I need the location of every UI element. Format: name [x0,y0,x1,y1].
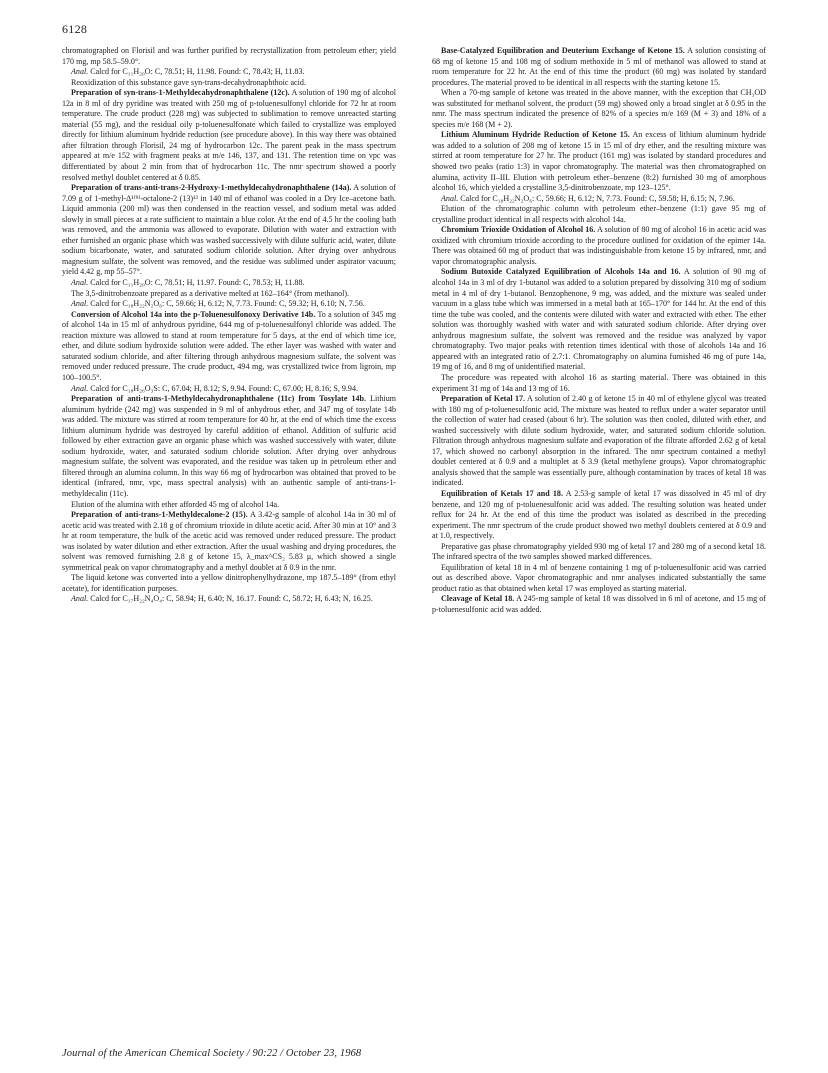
continued-paragraph [62,46,396,67]
body-paragraph [62,310,396,384]
analysis-label: Anal. [441,193,459,203]
section-heading: Sodium Butoxide Catalyzed Equilibration of Alcohols 14a and 16. [441,267,681,277]
paragraph-text: To a solution of 345 mg of alcohol 14a in 15 ml of anhydrous pyridine, 644 mg of p-toluenesulfonyl chloride was added. The reaction mixture was allowed to stand at room temperature for 5 days, at the end of which time ice, ether, and dilute sodium hydroxide solution were added. The ether layer was washed with water and saturated sodium chloride, and after filtering through anhydrous magnesium sulfate, the solvent was removed under reduced pressure. The crude product, 494 mg, was crystallized twice from ligroin, mp 100–100.5°. [62,309,396,382]
body-paragraph [432,373,766,394]
paragraph-text: When a 70-mg sample of ketone was treated in the above manner, with the exception that CH₃OD was substituted for methanol solvent, the product (59 mg) showed only a broad singlet at δ 0.95 in the nmr. The mass spectrum indicated the presence of 82% of a species m/e 169 (M + 3) and 18% of a species m/e 168 (M + 2). [432,88,766,129]
section-heading: Equilibration of Ketals 17 and 18. [441,488,563,498]
analysis-label: Anal. [71,299,89,309]
analysis-paragraph [62,384,396,395]
paragraph-text: Calcd for C₁₈H₂₂N₂O₆: C, 59.66; H, 6.12; N, 7.73. Found: C, 59.58; H, 6.15; N, 7.96. [460,193,735,203]
body-paragraph [432,394,766,489]
body-paragraph [62,510,396,573]
analysis-paragraph [62,594,396,605]
paragraph-text: A 3.42-g sample of alcohol 14a in 30 ml of acetic acid was treated with 2.18 g of chromium trioxide in dilute acetic acid. After 30 min at 10° and 3 hr at room temperature, the bulk of the acetic acid was removed under reduced pressure. The product was isolated by water dilution and ether extraction. After the usual washing and drying procedures, the solvent was removed furnishing 2.8 g of ketone 15, λ_max^CS₂ 5.83 μ, which showed a single symmetrical peak on vapor chromatography and a methyl doublet at δ 0.9 in the nmr. [62,510,396,572]
paragraph-text: Preparative gas phase chromatography yielded 930 mg of ketal 17 and 280 mg of a second ketal 18. The infrared spectra of the two samples showed marked differences. [432,541,766,562]
body-paragraph [432,204,766,225]
paragraph-text: Calcd for C₁₈H₂₂N₂O₆: C, 59.66; H, 6.12; N, 7.73. Found: C, 59.32; H, 6.10; N, 7.56. [90,299,365,309]
journal-footer: Journal of the American Chemical Society / 90:22 / October 23, 1968 [62,1048,362,1059]
paragraph-text: Calcd for C₁₁H₂₀O: C, 78.51; H, 11.97. Found: C, 78.53; H, 11.88. [90,278,305,288]
body-paragraph [62,500,396,511]
section-heading: Preparation of anti-trans-1-Methyldecahydronaphthalene (11c) from Tosylate 14b. [71,394,366,404]
analysis-label: Anal. [71,383,89,393]
body-paragraph [432,563,766,595]
paragraph-text: A solution of 190 mg of alcohol 12a in 8 ml of dry pyridine was treated with 250 mg of p-toluenesulfonyl chloride for 72 hr at room temperature. The crude product (228 mg) was subjected to sublimation to remove unreacted starting material (55 mg), and the residual oily p-toluenesulfonate which failed to crystallize was employed directly for lithium aluminum hydride reduction (see procedure above). In this way there was obtained after filtration through Florisil, 24 mg of hydrocarbon 12c. The parent peak in the mass spectrum appeared at m/e 152 with fragment peaks at m/e 146, 137, and 131. The retention time on vpc was differentiated by about 2 min from that of hydrocarbon 11c. The nmr spectrum showed a poorly resolved methyl doublet centered at δ 0.85. [62,88,396,182]
body-paragraph [432,225,766,267]
paragraph-text: Lithium aluminum hydride (242 mg) was suspended in 9 ml of anhydrous ether, and 347 mg of tosylate 14b was added. The mixture was stirred at room temperature for 40 hr, at the end of which time the excess lithium aluminum hydride was destroyed by careful addition of ethanol. Addition of sulfuric acid followed by ether extraction gave an organic phase which was washed successively with water, dilute sodium hydroxide, water, and saturated sodium chloride solution. After drying over anhydrous magnesium sulfate, the solvent was evaporated, and the residue was taken up in petroleum ether and filtered through an alumina column. In this way 66 mg of hydrocarbon was obtained that proved to be identical (infrared, nmr, vpc, mass spectral analysis) with an authentic sample of anti-trans-1-methyldecalin (11c). [62,394,396,498]
section-heading: Preparation of Ketal 17. [441,394,526,404]
analysis-paragraph [62,299,396,310]
paragraph-text: A 2.53-g sample of ketal 17 was dissolved in 45 ml of dry benzene, and 120 mg of p-toluenesulfonic acid was added. The resulting solution was heated under reflux for 24 hr. At the end of this time the product was isolated as described in the preceding experiment. The nmr spectrum of the crude product showed two methyl doublets centered at δ 0.9 and at 1.0, respectively. [432,488,766,541]
body-paragraph [432,542,766,563]
body-paragraph [62,78,396,89]
body-paragraph [432,594,766,615]
left-column [62,46,396,605]
paragraph-text: The liquid ketone was converted into a yellow dinitrophenylhydrazone, mp 187.5–189° (from ethyl acetate), for identification purposes. [62,573,396,593]
analysis-label: Anal. [71,67,89,77]
body-paragraph [432,88,766,130]
body-paragraph [62,394,396,499]
paragraph-text: Elution of the alumina with ether afforded 45 mg of alcohol 14a. [71,499,280,509]
paragraph-text: A solution of 80 mg of alcohol 16 in acetic acid was oxidized with chromium trioxide according to the procedure outlined for oxidation of the epimer 14a. There was obtained 60 mg of product that was indistinguishable from ketone 15 by infrared, nmr, and vapor chromatographic analysis. [432,225,766,266]
body-paragraph [432,267,766,372]
paragraph-text: A solution of 90 mg of alcohol 14a in 3 ml of dry 1-butanol was added to a solution prepared by dissolving 310 mg of sodium metal in 4 ml of dry 1-butanol. Benzophenone, 9 mg, was added, and the mixture was sealed under vacuum in a glass tube which was immersed in a metal bath at 165–170° for 144 hr. At the end of this time the tube was cooled, and the contents were diluted with water and extracted with ether. The ether solution was thoroughly washed with water and with saturated sodium chloride. After drying over anhydrous magnesium sulfate, the solvent was removed and the residue was analyzed by vapor chromatography. Two major peaks with retention times identical with those of alcohols 14a and 16 appeared with an integrated ratio of 2.7:1. Chromatography on alumina furnished 46 mg of pure 14a, 19 mg of 16, and 8 mg of unidentified material. [432,267,766,372]
paragraph-text: An excess of lithium aluminum hydride was added to a solution of 208 mg of ketone 15 in 15 ml of dry ether, and the resulting mixture was stirred at room temperature for 27 hr. The product (161 mg) was isolated by standard procedures and showed two peaks (ratio 1:3) in vapor chromatography. The material was then chromatographed on alumina, activity II–III. Elution with petroleum ether–benzene (8:2) furnished 30 mg of amorphous alcohol 16, which yielded a crystalline 3,5-dinitrobenzoate, mp 123–125°. [432,130,767,193]
body-paragraph [62,289,396,300]
paragraph-text: Calcd for C₁₁H₂₀O: C, 78.51; H, 11.98. Found: C, 78.43; H, 11.83. [90,67,305,77]
section-heading: Lithium Aluminum Hydride Reduction of Ketone 15. [441,130,630,140]
body-paragraph [432,130,766,193]
analysis-label: Anal. [71,278,89,288]
paragraph-text: The 3,5-dinitrobenzoate prepared as a derivative melted at 162–164° (from methanol). [71,288,350,298]
section-heading: Chromium Trioxide Oxidation of Alcohol 16. [441,225,596,235]
section-heading: Cleavage of Ketal 18. [441,594,515,604]
body-paragraph [62,88,396,183]
paragraph-text: The procedure was repeated with alcohol 16 as starting material. There was obtained in this experiment 31 mg of 14a and 13 mg of 16. [432,372,766,393]
paragraph-text: A solution of 2.40 g of ketone 15 in 40 ml of ethylene glycol was treated with 180 mg of p-toluenesulfonic acid. The mixture was heated to reflux under a water separator until the collection of water had ceased (about 6 hr). The solution was then cooled, diluted with ether, and washed successively with dilute sodium hydroxide, water, and saturated sodium chloride solution. Filtration through anhydrous magnesium sulfate and evaporation of the filtrate afforded 2.62 g of ketal 17, which showed no carbonyl absorption in the infrared. The nmr spectrum contained a methyl doublet centered at δ 0.9 and a multiplet at δ 3.9 (ketal methylene groups). Vapor chromatographic analysis showed that the sample was essentially pure, although contamination by traces of ketal 18 was indicated. [432,394,766,488]
analysis-paragraph [62,278,396,289]
body-paragraph [432,489,766,542]
page-number: 6128 [62,22,88,36]
section-heading: Preparation of trans-anti-trans-2-Hydroxy-1-methyldecahydronaphthalene (14a). [71,183,352,193]
section-heading: Base-Catalyzed Equilibration and Deuterium Exchange of Ketone 15. [441,46,685,55]
section-heading: Preparation of syn-trans-1-Methyldecahydronaphthalene (12c). [71,88,290,98]
paragraph-text: Elution of the chromatographic column with petroleum ether–benzene (1:1) gave 95 mg of crystalline product identical in all respects with alcohol 14a. [432,204,766,224]
body-paragraph [62,573,396,594]
section-heading: Conversion of Alcohol 14a into the p-Toluenesulfonoxy Derivative 14b. [71,309,316,319]
paragraph-text: Calcd for C₁₇H₂₂N₄O₄: C, 58.94; H, 6.40; N, 16.17. Found: C, 58.72; H, 6.43; N, 16.25. [90,594,373,604]
analysis-label: Anal. [71,594,89,604]
paragraph-text: Reoxidization of this substance gave syn-trans-decahydronaphthoic acid. [71,77,306,87]
paragraph-text: A 245-mg sample of ketal 18 was dissolved in 6 ml of acetone, and 15 mg of p-toluenesulfonic acid was added. [432,594,766,614]
paragraph-text: A solution consisting of 68 mg of ketone 15 and 108 mg of sodium methoxide in 5 ml of methanol was allowed to stand at room temperature for 22 hr. At the end of this time the product (60 mg) was isolated by standard procedures. The material proved to be identical in all respects with the starting ketone 15. [432,46,766,87]
paragraph-text: chromatographed on Florisil and was further purified by recrystallization from petroleum ether; yield 170 mg, mp 58.5–59.0°. [62,46,396,66]
analysis-paragraph [432,194,766,205]
right-column [432,46,766,616]
body-paragraph [62,183,396,278]
body-paragraph [432,46,766,88]
paragraph-text: Calcd for C₁₈H₂₆O₃S: C, 67.04; H, 8.12; S, 9.94. Found: C, 67.00; H, 8.16; S, 9.94. [90,383,358,393]
section-heading: Preparation of anti-trans-1-Methyldecalone-2 (15). [71,510,248,520]
paragraph-text: A solution of 7.09 g of 1-methyl-Δ¹⁽⁹⁾-octalone-2 (13)¹³ in 140 ml of ethanol was cooled in a Dry Ice–acetone bath. Liquid ammonia (200 ml) was then condensed in the reaction vessel, and sodium metal was added slowly in small pieces at a rate sufficient to maintain a blue color. At the end of 4.5 hr the cooling bath was removed, and the ammonia was allowed to evaporate. Dilution with water and extraction with ether furnished an organic phase which was washed successively with dilute sulfuric acid, water, dilute sodium bicarbonate, water, and saturated sodium chloride solution. After drying over anhydrous magnesium sulfate, the solvent was removed, and the residue was sublimed under aspirator vacuum; yield 4.42 g, mp 55–57°. [62,183,396,277]
analysis-paragraph [62,67,396,78]
paragraph-text: Equilibration of ketal 18 in 4 ml of benzene containing 1 mg of p-toluenesulfonic acid was carried out as described above. Vapor chromatographic and nmr analyses indicated substantially the same product ratio as that obtained when ketal 17 was employed as starting material. [432,562,766,593]
